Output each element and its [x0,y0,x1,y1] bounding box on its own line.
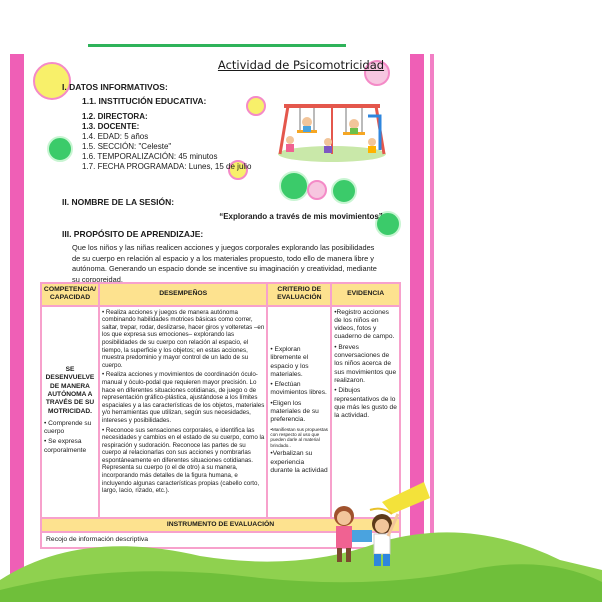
datos-line-4: 1.4. EDAD: 5 años [82,132,149,141]
sesion-heading: II. NOMBRE DE LA SESIÓN: [62,197,175,207]
desempeno-item: • Realiza acciones y juegos de manera autónoma combinando habilidades motrices básicas como correr, saltar, trepar, rodar, deslizarse, hacer giros y volteretas –en los que expresa sus emociones– explorando las posibilidades de su cuerpo con relación al espacio, el tiempo, la superficie y los objetos; en estas acciones, muestra predominio y mayor control de un lado de su cuerpo. [101,308,265,369]
capacidad-item: • Comprende su cuerpo [44,419,92,436]
desempeno-item: • Realiza acciones y movimientos de coordinación óculo-manual y óculo-podal que requieren mayor precisión. Lo hace en diferentes situaciones cotidianas, de juego o de representación gráfico-plástica, ajustándose a los límites espaciales y a las características de los objetos, materiales y/o herramientas que utilizan, según sus necesidades, intereses y posibilidades. [101,371,265,424]
table-header-competencia: COMPETENCIA/ CAPACIDAD [41,283,99,306]
datos-heading: I. DATOS INFORMATIVOS: [62,82,168,92]
evidencia-item: •Registro acciones de los niños en videos, fotos y cuaderno de campo. [334,308,395,341]
datos-line-6: 1.6. TEMPORALIZACIÓN: 45 minutos [82,152,218,161]
datos-line-2: 1.2. DIRECTORA: [82,112,148,121]
desempenos-cell [99,306,267,518]
criterio-item: •Verbalizan su experiencia durante la actividad [270,450,328,474]
competencia-text: SE DESENVUELVE DE MANERA AUTÓNOMA A TRAVÉS DE SU MOTRICIDAD. [45,366,95,415]
criterio-item: • Exploran libremente el espacio y los materiales. [270,346,309,378]
grass-hill-decoration [0,520,602,602]
sesion-name: “Explorando a través de mis movimientos” [219,212,383,221]
table-header-evidencia: EVIDENCIA [331,283,400,306]
proposito-text: Que los niños y las niñas realicen acciones y juegos corporales explorando las posibilidades de su cuerpo en relación al espacio y a los materiales propuesto, todo ello de manera libre y autónoma. Generando un espacio donde se incentive su imaginación y creatividad, mediante su corporeidad. [72,243,377,284]
criterio-item: •Manifiestan sus propuestas con respecto al uso que pueden darle al material brindado.. [270,426,328,448]
capacidad-item: • Se expresa corporalmente [44,438,87,454]
page-title: Actividad de Psicomotricidad [217,58,385,72]
criterio-item: •Eligen los materiales de su preferencia. [270,399,319,424]
proposito-heading: III. PROPÓSITO DE APRENDIZAJE: [62,229,204,239]
green-top-line [88,44,346,47]
table-header-criterio: CRITERIO DE EVALUACIÓN [267,283,331,306]
yellow-circle-small-deco [246,96,266,116]
desempeno-item: • Reconoce sus sensaciones corporales, e identifica las necesidades y cambios en el estado de su cuerpo, como la respiración y sudoración. Reconoce las partes de su cuerpo al relacionarlas con sus acciones y nombrarlas espontáneamente en diferentes situaciones cotidianas. Representa su cuerpo (o el de otro) a su manera, incorporando más detalles de la figura humana, e incluyendo algunas características propias (cabello corto, largo, lacio, rizado, etc.). [101,426,265,495]
criterio-item: • Efectúan movimientos libres. [270,381,327,397]
green-circle-deco [47,136,73,162]
green-circle-deco-2 [279,171,309,201]
evidencia-item: • Breves conversaciones de los niños acerca de sus movimientos que realizaron. [334,343,397,384]
kids-kite-illustration [322,476,434,576]
table-header-desempenos: DESEMPEÑOS [99,283,267,306]
datos-line-1: 1.1. INSTITUCIÓN EDUCATIVA: [82,96,207,106]
instrumento-cell: Recojo de información descriptiva [41,532,400,548]
playground-illustration [276,96,388,162]
green-circle-deco-3 [331,178,357,204]
competencia-cell [41,306,99,518]
pink-circle-deco-2 [307,180,327,200]
datos-line-3: 1.3. DOCENTE: [82,122,140,131]
datos-line-7: 1.7. FECHA PROGRAMADA: Lunes, 15 de julio [82,162,252,171]
datos-line-5: 1.5. SECCIÓN: "Celeste" [82,142,172,151]
instrumento-header: INSTRUMENTO DE EVALUACIÓN [41,518,400,532]
evidencia-item: • Dibujos representativos de lo que más les gusto de la actividad. [334,387,397,420]
